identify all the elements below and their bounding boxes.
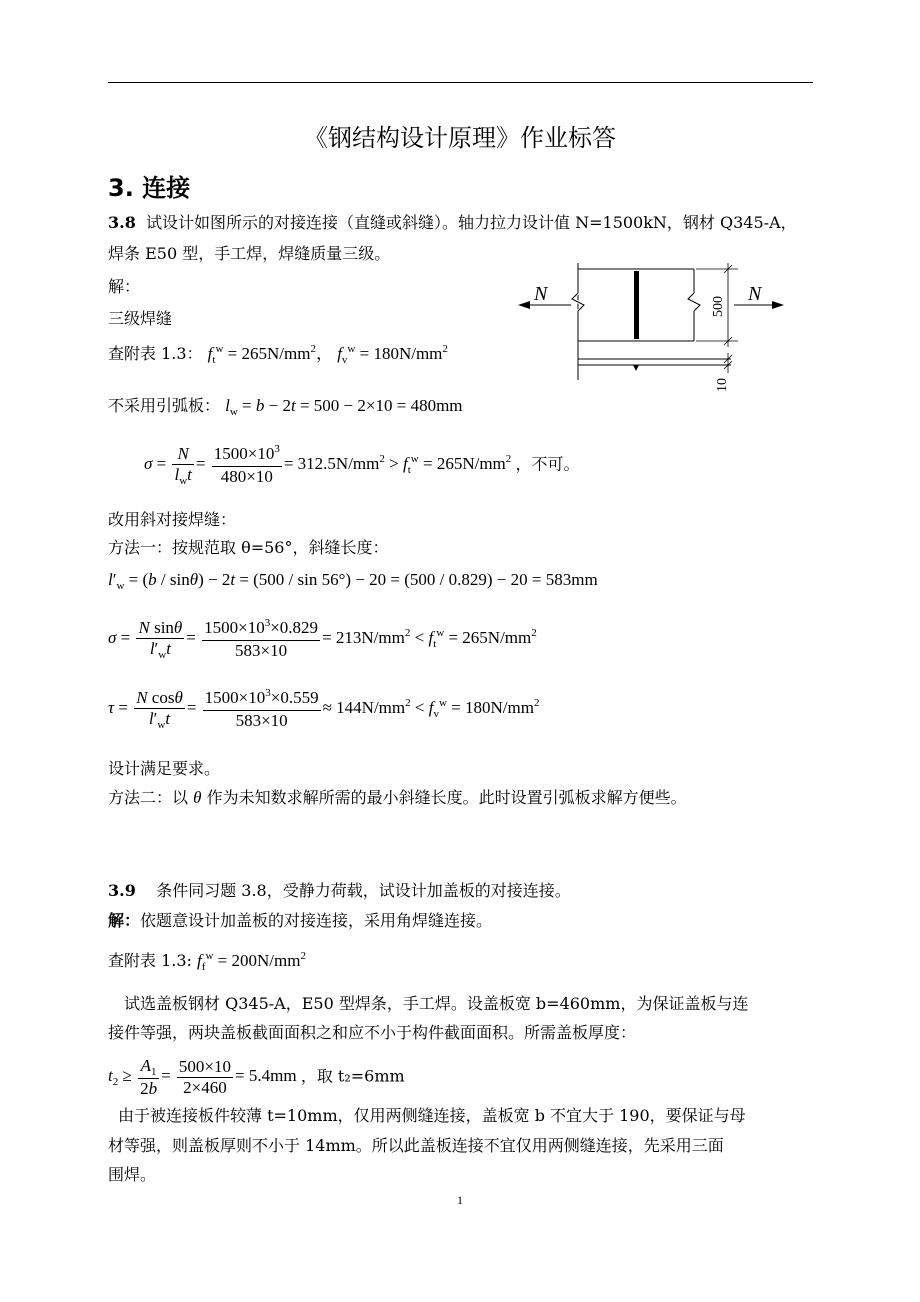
formula-sigma-straight: σ = $\frac{N}{l_wt}$ = $\frac{1500\times 10^3}{480\times 10}$ = $312.5N/mm^2 > f_t^w = 265N/mm^2$ ，不可。 (144, 443, 580, 487)
problem-number: 3.9 (108, 881, 136, 900)
para4: 材等强，则盖板厚则不小于 14mm。所以此盖板连接不宜仅用两侧缝连接，先采用三面 (108, 1136, 724, 1155)
force-label-left: N (534, 283, 548, 305)
formula-sigma-oblique: σ = $\frac{\text{N sinθ}}{l'_wt}$ = $\frac{1500\times 10^3\times 0.829}{583\times 10}$ = $213N/mm^2 < f_t^w = 265N/mm^2$ (108, 617, 537, 661)
arrowhead-right-icon (772, 301, 784, 309)
problem-3-9-line2: 解：依题意设计加盖板的对接连接，采用角焊缝连接。 (108, 911, 493, 930)
weld-mark-icon (633, 365, 639, 371)
page-number: 1 (457, 1193, 463, 1207)
formula-tau-oblique: τ = $\frac{\text{N cosθ}}{l'_wt}$ = $\frac{1500\times 10^3\times 0.559}{583\times 10}$ ≈ $144N/mm^2 < f_v^w = 180N/mm^2$ (108, 687, 540, 731)
dim-label-500: 500 (711, 296, 726, 317)
design-ok-line: 设计满足要求。 (108, 759, 221, 778)
no-arc-plate-line: 不采用引弧板： $l_w = b - 2t = 500 - 2\times 10 = 480mm$ (108, 396, 463, 418)
problem-3-8-line1: 3.8 试设计如图所示的对接连接（直缝或斜缝）。轴力拉力设计值 N=1500kN，钢材 Q345-A， (108, 213, 797, 232)
dim-label-10: 10 (715, 378, 730, 392)
para5: 围焊。 (108, 1165, 157, 1184)
method-two-line: 方法二：以 θ 作为未知数求解所需的最小斜缝长度。此时设置引弧板求解方便些。 (108, 788, 687, 807)
butt-weld (634, 271, 639, 339)
switch-line: 改用斜对接焊缝： (108, 510, 237, 529)
formula-lw-prime: $l'_w = (b / \sin\theta) - 2t = (500 / \sin 56^\circ) - 20 = (500 / 0.829) - 20 = 583mm$ (108, 570, 598, 592)
solution-label: 解： (108, 277, 141, 296)
para1: 试选盖板钢材 Q345-A，E50 型焊条，手工焊。设盖板宽 b=460mm，为保证盖板与连 (124, 994, 749, 1013)
lookup-line-3-9: 查附表 1.3: $f_f^w = 200N/mm^2$ (108, 950, 306, 973)
header-rule (108, 82, 813, 83)
arrowhead-left-icon (518, 301, 530, 309)
break-line-right (688, 293, 700, 311)
force-label-right: N (748, 283, 762, 305)
formula-t2: $t_2$ ≥ $\frac{A_1}{2b}$ = $\frac{500\times 10}{2\times 460}$ = 5.4mm ，取 t₂=6mm (108, 1056, 405, 1098)
formula-ff: $f_f^w = 200N/mm^2$ (197, 950, 306, 973)
butt-weld-figure (516, 255, 786, 395)
problem-number: 3.8 (108, 213, 136, 232)
problem-3-9-line1: 3.9 条件同习题 3.8，受静力荷载，试设计加盖板的对接连接。 (108, 881, 571, 900)
lookup-line: 查附表 1.3： $f_t^w = 265N/mm^2$， $f_v^w = 180N/mm^2$ (108, 343, 448, 366)
page-title: 《钢结构设计原理》作业标答 (304, 124, 616, 152)
para2: 接件等强，两块盖板截面面积之和应不小于构件截面面积。所需盖板厚度： (108, 1023, 637, 1042)
problem-3-8-line2: 焊条 E50 型，手工焊，焊缝质量三级。 (108, 244, 391, 263)
para3: 由于被连接板件较薄 t=10mm，仅用两侧缝连接，盖板宽 b 不宜大于 190，要保证与母 (118, 1106, 746, 1125)
weld-grade: 三级焊缝 (108, 309, 173, 328)
formula-ft-fv: $f_t^w = 265N/mm^2$， $f_v^w = 180N/mm^2$ (207, 343, 448, 366)
section-heading: 3. 连接 (108, 174, 191, 202)
method-one-line: 方法一：按规范取 θ=56°，斜缝长度： (108, 538, 389, 557)
formula-lw: $l_w = b - 2t = 500 - 2\times 10 = 480mm$ (225, 396, 463, 418)
